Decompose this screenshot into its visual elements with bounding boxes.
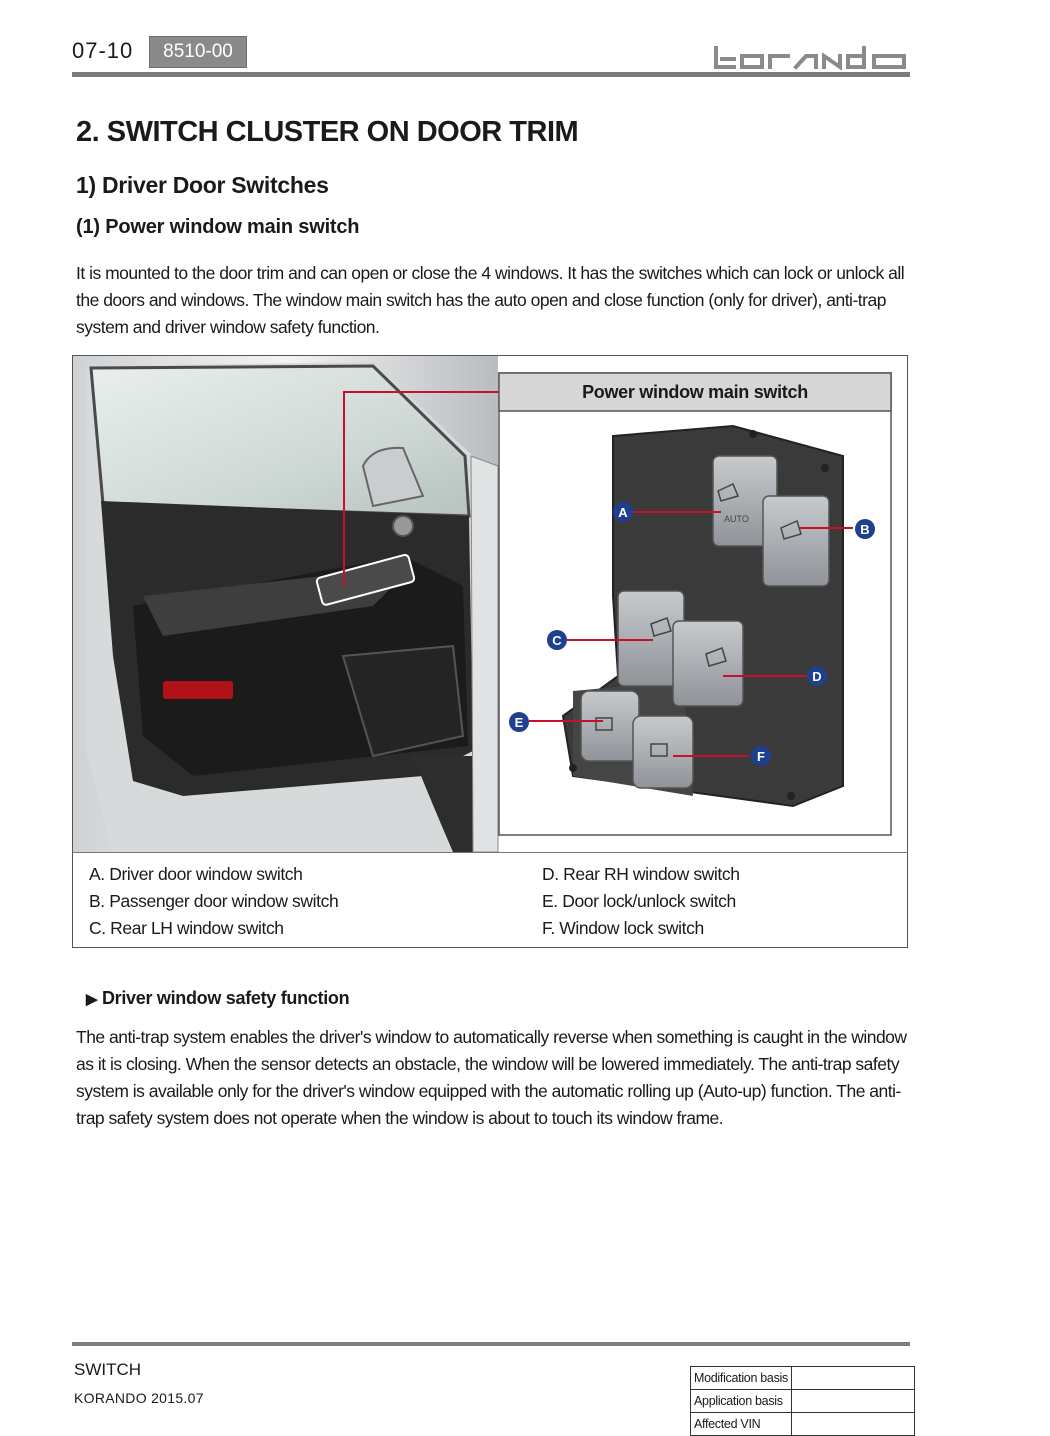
section-code-badge: 8510-00 — [149, 36, 247, 68]
legend-item-b — [89, 891, 338, 912]
button-f — [633, 716, 693, 788]
table-row — [691, 1413, 915, 1436]
header-rule — [72, 72, 910, 77]
table-value — [791, 1390, 914, 1413]
door-photo — [73, 356, 498, 852]
legend-item-f — [542, 918, 704, 939]
button-e — [581, 691, 639, 761]
footer-rule — [72, 1342, 910, 1346]
legend-text: Window lock switch — [559, 918, 704, 938]
modification-table — [690, 1366, 915, 1436]
legend-text: Door lock/unlock switch — [562, 891, 736, 911]
legend-text: Rear RH window switch — [563, 864, 740, 884]
legend-letter: C. — [89, 918, 106, 938]
legend-item-e — [542, 891, 736, 912]
marker-d-label: D — [812, 669, 822, 684]
legend-item-c — [89, 918, 284, 939]
legend-letter: F. — [542, 918, 555, 938]
table-label: Modification basis — [691, 1367, 792, 1390]
legend-text: Driver door window switch — [109, 864, 303, 884]
legend-text: Rear LH window switch — [110, 918, 284, 938]
callout-title: Power window main switch — [582, 382, 808, 402]
table-row — [691, 1367, 915, 1390]
legend-item-d — [542, 864, 740, 885]
safety-paragraph: The anti-trap system enables the driver's window to automatically reverse when something is caught in the window as it is closing. When the sensor detects an obstacle, the window will be lowered immediately. The anti-trap safety system is available only for the driver's window equipped with the automatic rolling up (Auto-up) function. The anti-trap safety system does not operate when the window is about to touch its window frame. — [76, 1027, 907, 1128]
intro-paragraph: It is mounted to the door trim and can open or close the 4 windows. It has the switches which can lock or unlock all the doors and windows. The window main switch has the auto open and close function (only for driver), anti-trap system and driver window safety function. — [76, 263, 905, 337]
figure-box — [72, 355, 908, 853]
marker-e-label: E — [514, 715, 524, 730]
marker-f-label: F — [757, 749, 765, 764]
figure-illustration — [73, 356, 907, 852]
legend-letter: D. — [542, 864, 559, 884]
korando-logo — [712, 45, 910, 71]
legend-letter: A. — [89, 864, 105, 884]
table-label: Affected VIN — [691, 1413, 792, 1436]
triangle-bullet-icon: ▶ — [86, 991, 98, 1008]
marker-c-label: C — [552, 633, 562, 648]
table-label: Application basis — [691, 1390, 792, 1413]
main-title: 2. SWITCH CLUSTER ON DOOR TRIM — [76, 116, 579, 148]
footer-model-date: KORANDO 2015.07 — [74, 1390, 204, 1406]
legend-text: Passenger door window switch — [109, 891, 339, 911]
page-number: 07-10 — [72, 38, 134, 63]
marker-a-label: A — [618, 505, 628, 520]
sub-title: 1) Driver Door Switches — [76, 172, 329, 198]
legend-box — [72, 852, 908, 948]
footer-section-name: SWITCH — [74, 1360, 142, 1379]
table-row — [691, 1390, 915, 1413]
legend-item-a — [89, 864, 302, 885]
table-value — [791, 1413, 914, 1436]
safety-heading — [86, 988, 349, 1009]
safety-heading-text: Driver window safety function — [101, 988, 350, 1008]
marker-b-label: B — [860, 522, 870, 537]
table-value — [791, 1367, 914, 1390]
button-b — [763, 496, 829, 586]
legend-letter: E. — [542, 891, 558, 911]
auto-label: AUTO — [724, 514, 749, 524]
subsection-title: (1) Power window main switch — [76, 216, 360, 238]
legend-letter: B. — [89, 891, 105, 911]
